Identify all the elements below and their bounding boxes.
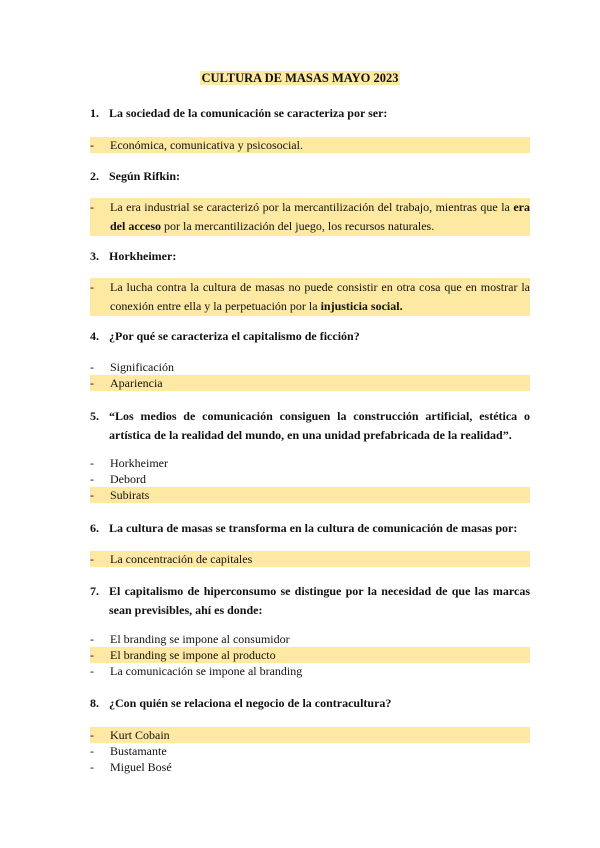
question-7: 7. El capitalismo de hiperconsumo se distingue por la necesidad de que las marcas sean previsibles, ahí es donde: xyxy=(90,584,530,617)
answer-item: - Kurt Cobain xyxy=(90,728,170,742)
question-1: 1. La sociedad de la comunicación se caracteriza por ser: xyxy=(90,106,388,120)
answer-item: - Económica, comunicativa y psicosocial. xyxy=(90,138,303,152)
answer-dash: - xyxy=(90,200,94,214)
answer-paragraph: La lucha contra la cultura de masas no puede consistir en otra cosa que en mostrar la conexión entre ella y la perpetuación por la injusticia social. xyxy=(110,280,530,313)
answer-item: - Miguel Bosé xyxy=(90,760,172,774)
question-8: 8. ¿Con quién se relaciona el negocio de la contracultura? xyxy=(90,696,392,710)
answer-item: - El branding se impone al producto xyxy=(90,648,276,662)
question-3: 3. Horkheimer: xyxy=(90,249,177,263)
answer-dash: - xyxy=(90,280,94,294)
answer-item: - Subirats xyxy=(90,488,150,502)
answer-item: - La comunicación se impone al branding xyxy=(90,664,303,678)
answer-item: - Apariencia xyxy=(90,376,163,390)
question-6: 6. La cultura de masas se transforma en la cultura de comunicación de masas por: xyxy=(90,521,518,535)
answer-item: - Bustamante xyxy=(90,744,167,758)
page-title: CULTURA DE MASAS MAYO 2023 xyxy=(201,71,399,85)
answer-item: - La concentración de capitales xyxy=(90,552,253,566)
answer-item: - Horkheimer xyxy=(90,456,168,470)
answer-paragraph: La era industrial se caracterizó por la mercantilización del trabajo, mientras que la era del acceso por la mercantilización del juego, los recursos naturales. xyxy=(110,200,530,233)
question-4: 4. ¿Por qué se caracteriza el capitalismo de ficción? xyxy=(90,329,360,343)
question-5: 5. “Los medios de comunicación consiguen la construcción artificial, estética o artística de la realidad del mundo, en una unidad prefabricada de la realidad”. xyxy=(90,409,530,442)
answer-item: - Debord xyxy=(90,472,146,486)
question-2: 2. Según Rifkin: xyxy=(90,169,181,183)
answer-item: - El branding se impone al consumidor xyxy=(90,632,290,646)
answer-item: - Significación xyxy=(90,360,174,374)
